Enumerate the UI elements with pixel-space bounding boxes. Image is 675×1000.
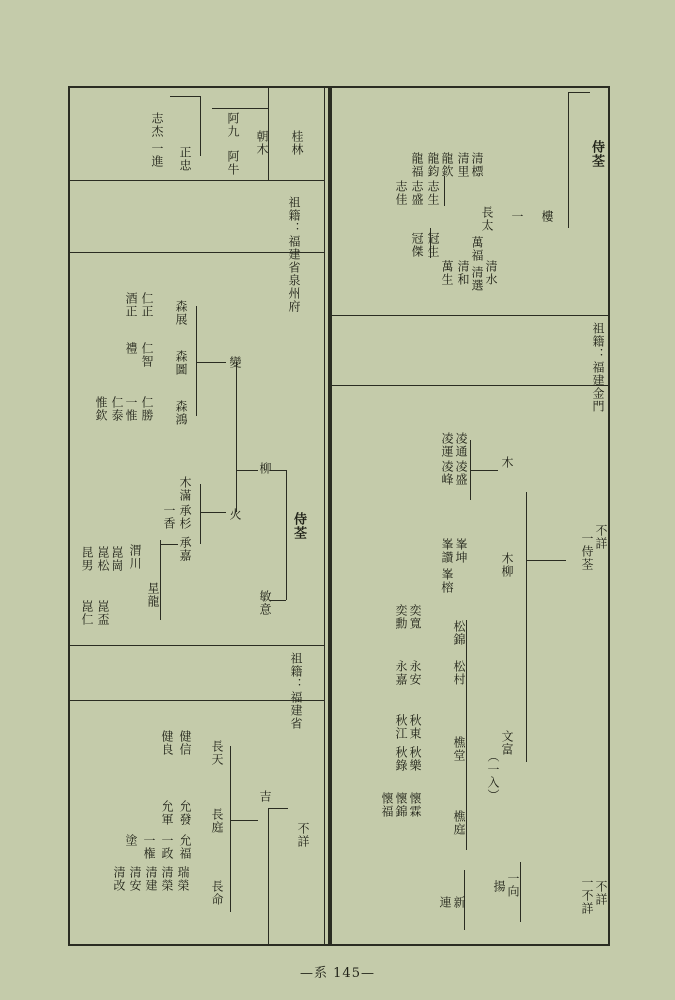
person-name: 冠生 <box>426 232 440 258</box>
person-name: 火 <box>228 508 242 521</box>
center-divider <box>324 86 325 946</box>
tree-line <box>444 176 445 206</box>
tree-line <box>526 560 566 561</box>
page-number: —系 145— <box>300 966 375 981</box>
tree-line <box>270 470 286 471</box>
person-name: 清選 <box>470 266 484 292</box>
person-name: 清建 <box>144 866 158 892</box>
tree-line <box>466 620 467 850</box>
person-name: 奕寬 <box>408 604 422 630</box>
tree-line <box>236 470 258 471</box>
person-name: 秋錄 <box>394 746 408 772</box>
person-name: 允發 <box>178 800 192 826</box>
tree-line <box>520 862 521 922</box>
person-name: 阿九 <box>226 112 240 138</box>
person-name: 仁泰 <box>110 396 124 422</box>
person-name: 長太 <box>480 206 494 232</box>
tree-line <box>200 512 226 513</box>
tree-line <box>236 362 237 512</box>
person-name: 長命 <box>210 880 224 906</box>
person-name: 不詳 <box>594 880 608 906</box>
person-name: 一不詳 <box>580 876 594 915</box>
person-name: 長天 <box>210 740 224 766</box>
person-name: 新 <box>452 896 466 909</box>
person-name: 變 <box>228 356 242 369</box>
left-divider-1 <box>68 180 324 181</box>
tree-line <box>160 540 161 620</box>
person-name: 清和 <box>456 260 470 286</box>
person-name: 峯坤 <box>454 538 468 564</box>
person-name: 秋樂 <box>408 746 422 772</box>
person-name: 承杉 <box>178 504 192 530</box>
ancestral-origin-label: 祖籍：福建金門 <box>591 322 605 413</box>
person-name: 阿牛 <box>226 150 240 176</box>
person-name: 崑崗 <box>110 546 124 572</box>
person-name: 清里 <box>456 152 470 178</box>
person-name: 龍鈞 <box>426 152 440 178</box>
person-name: 龍福 <box>410 152 424 178</box>
person-name: 凌通 <box>454 432 468 458</box>
person-name: 渭川 <box>128 544 142 570</box>
person-name: 秋江 <box>394 714 408 740</box>
person-name: 正忠 <box>178 146 192 172</box>
left-divider-4 <box>68 700 324 701</box>
tree-line <box>268 808 269 944</box>
person-name: 一惟 <box>124 396 138 422</box>
tree-line <box>196 362 226 363</box>
person-name: 清水 <box>484 260 498 286</box>
person-name: 柳 <box>258 462 272 475</box>
ancestral-origin-label: 祖籍：福建省泉州府 <box>287 196 301 313</box>
person-name: 凌峰 <box>440 460 454 486</box>
right-divider-2 <box>330 385 610 386</box>
person-name: 冠傑 <box>410 232 424 258</box>
person-name: 吉 <box>258 790 272 803</box>
person-name: 森鴻 <box>174 400 188 426</box>
tree-line <box>470 470 498 471</box>
person-name: 志盛 <box>410 180 424 206</box>
tree-line <box>526 492 527 762</box>
person-name: 奕勳 <box>394 604 408 630</box>
ancestral-origin-label: 祖籍：福建省 <box>289 652 303 730</box>
person-name: 允福 <box>178 834 192 860</box>
person-name: 樓 <box>540 210 554 223</box>
person-name: 清榮 <box>160 866 174 892</box>
person-name: 凌盛 <box>454 460 468 486</box>
tree-line <box>196 306 197 416</box>
tree-line <box>430 228 431 258</box>
person-name: 健信 <box>178 730 192 756</box>
person-name: 文富 <box>500 730 514 756</box>
person-name: 松村 <box>452 660 466 686</box>
person-name: 萬福 <box>470 236 484 262</box>
person-name: 崑盃 <box>96 600 110 626</box>
person-name: 仁勝 <box>140 396 154 422</box>
tree-line <box>286 470 287 600</box>
person-name: 木 <box>500 456 514 469</box>
person-name: 瑞榮 <box>176 866 190 892</box>
person-name: 承嘉 <box>178 536 192 562</box>
person-name: 酒正 <box>124 292 138 318</box>
person-name: 仁正 <box>140 292 154 318</box>
person-name: 樵庭 <box>452 810 466 836</box>
person-name: 森展 <box>174 300 188 326</box>
person-name: 禮 <box>124 342 138 355</box>
person-name: 允軍 <box>160 800 174 826</box>
person-name: 仁智 <box>140 342 154 368</box>
tree-line <box>230 820 258 821</box>
tree-line <box>200 96 201 156</box>
person-name: 星龍 <box>146 582 160 608</box>
person-name: 一香 <box>162 504 176 530</box>
person-name: 秋東 <box>408 714 422 740</box>
person-name: 昆男 <box>80 546 94 572</box>
person-name: 不詳 <box>594 524 608 550</box>
person-name: 一侍荃 <box>580 532 594 571</box>
person-name: 一向 <box>506 872 520 898</box>
person-name: 凌運 <box>440 432 454 458</box>
person-name: 峯讚 <box>440 538 454 564</box>
person-name: 永安 <box>408 660 422 686</box>
person-name: 揚 <box>492 880 506 893</box>
tree-line <box>270 600 286 601</box>
person-name: 侍荃 <box>291 512 306 540</box>
tree-line <box>230 746 231 912</box>
right-divider-1 <box>330 315 610 316</box>
person-name: 懷福 <box>380 792 394 818</box>
person-name: 清改 <box>112 866 126 892</box>
person-name: 清安 <box>128 866 142 892</box>
person-name: 懷錦 <box>394 792 408 818</box>
person-name: 一 <box>510 210 524 223</box>
person-name: 一権 <box>142 834 156 860</box>
tree-line <box>212 108 268 109</box>
person-name: 樵堂 <box>452 736 466 762</box>
person-name: 木滿 <box>178 476 192 502</box>
left-divider-3 <box>68 645 324 646</box>
person-name: 健良 <box>160 730 174 756</box>
person-name: 志佳 <box>394 180 408 206</box>
person-name: 崑松 <box>96 546 110 572</box>
person-name: 桂林 <box>290 130 304 156</box>
person-name: 木柳 <box>500 552 514 578</box>
person-name: 不詳 <box>296 822 310 848</box>
tree-line <box>568 92 590 93</box>
tree-line <box>200 484 201 544</box>
person-name: 長庭 <box>210 808 224 834</box>
person-name: 萬生 <box>440 260 454 286</box>
person-name: 連 <box>438 896 452 909</box>
person-name: 懷霖 <box>408 792 422 818</box>
tree-line <box>160 544 178 545</box>
person-name: 塗 <box>124 834 138 847</box>
person-name: 惟欽 <box>94 396 108 422</box>
person-name: 志生 <box>426 180 440 206</box>
person-name: （一入） <box>486 750 500 802</box>
person-name: 敏意 <box>258 590 272 616</box>
person-name: 朝木 <box>255 130 269 156</box>
tree-line <box>568 92 569 228</box>
person-name: 永嘉 <box>394 660 408 686</box>
tree-line <box>268 808 288 809</box>
person-name: 龍欽 <box>440 152 454 178</box>
person-name: 松錦 <box>452 620 466 646</box>
person-name: 森圖 <box>174 350 188 376</box>
person-name: 侍荃 <box>589 140 604 168</box>
person-name: 峯榕 <box>440 568 454 594</box>
person-name: 一政 <box>160 834 174 860</box>
tree-line <box>170 96 200 97</box>
person-name: 一進 <box>150 142 164 168</box>
person-name: 清標 <box>470 152 484 178</box>
person-name: 崑仁 <box>80 600 94 626</box>
person-name: 志杰 <box>150 112 164 138</box>
